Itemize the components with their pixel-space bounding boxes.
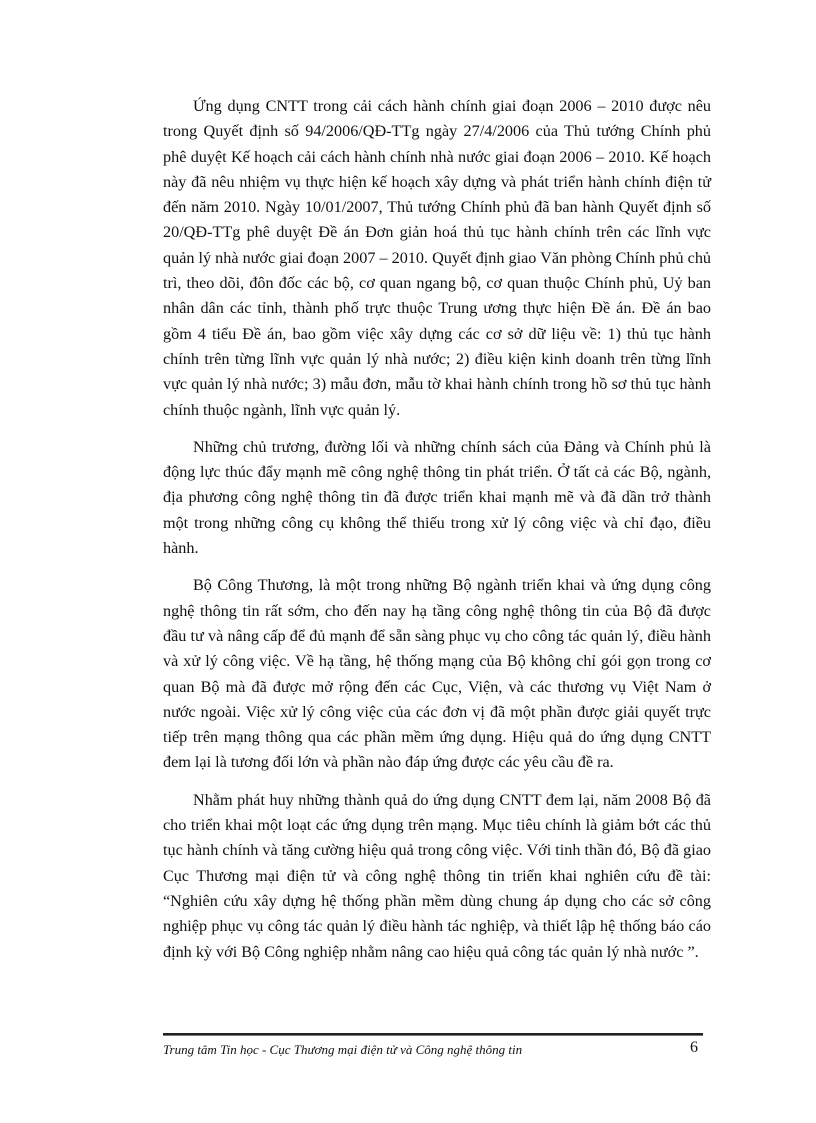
footer-divider	[163, 1033, 703, 1035]
document-body	[163, 94, 711, 977]
paragraph-4: Nhằm phát huy những thành quả do ứng dụng CNTT đem lại, năm 2008 Bộ đã cho triển khai một loạt các ứng dụng trên mạng. Mục tiêu chính là giảm bớt các thủ tục hành chính và tăng cường hiệu quả trong công việc. Với tinh thần đó, Bộ đã giao Cục Thương mại điện tử và công nghệ thông tin triển khai nghiên cứu đề tài: “Nghiên cứu xây dựng hệ thống phần mềm dùng chung áp dụng cho các sở công nghiệp phục vụ công tác quản lý điều hành tác nghiệp, và thiết lập hệ thống báo cáo định kỳ với Bộ Công nghiệp nhằm nâng cao hiệu quả công tác quản lý nhà nước ”.	[163, 790, 711, 961]
paragraph-3: Bộ Công Thương, là một trong những Bộ ngành triển khai và ứng dụng công nghệ thông tin rất sớm, cho đến nay hạ tầng công nghệ thông tin của Bộ đã được đầu tư và nâng cấp để đủ mạnh để sẵn sàng phục vụ cho công tác quản lý, điều hành và xử lý công việc. Về hạ tầng, hệ thống mạng của Bộ không chỉ gói gọn trong cơ quan Bộ mà đã được mở rộng đến các Cục, Viện, và các thương vụ Việt Nam ở nước ngoài. Việc xử lý công việc của các đơn vị đã một phần được giải quyết trực tiếp trên mạng thông qua các phần mềm ứng dụng. Hiệu quả do ứng dụng CNTT đem lại là tương đối lớn và phần nào đáp ứng được các yêu cầu đề ra.	[163, 576, 711, 772]
paragraph-1: Ứng dụng CNTT trong cải cách hành chính giai đoạn 2006 – 2010 được nêu trong Quyết định số 94/2006/QĐ-TTg ngày 27/4/2006 của Thủ tướng Chính phủ phê duyệt Kế hoạch cải cách hành chính nhà nước giai đoạn 2006 – 2010. Kế hoạch này đã nêu nhiệm vụ thực hiện kế hoạch xây dựng và phát triển hành chính điện tử đến năm 2010. Ngày 10/01/2007, Thủ tướng Chính phủ đã ban hành Quyết định số 20/QĐ-TTg phê duyệt Đề án Đơn giản hoá thủ tục hành chính trên các lĩnh vực quản lý nhà nước giai đoạn 2007 – 2010. Quyết định giao Văn phòng Chính phủ chủ trì, theo dõi, đôn đốc các bộ, cơ quan ngang bộ, cơ quan thuộc Chính phủ, Uỷ ban nhân dân các tỉnh, thành phố trực thuộc Trung ương thực hiện Đề án. Đề án bao gồm 4 tiểu Đề án, bao gồm việc xây dựng các cơ sở dữ liệu về: 1) thủ tục hành chính trên từng lĩnh vực quản lý nhà nước; 2) điều kiện kinh doanh trên từng lĩnh vực quản lý nhà nước; 3) mẫu đơn, mẫu tờ khai hành chính trong hồ sơ thủ tục hành chính thuộc ngành, lĩnh vực quản lý.	[163, 97, 712, 419]
page-number: 6	[690, 1039, 698, 1056]
footer-organization: Trung tâm Tin học - Cục Thương mại điện tử và Công nghệ thông tin	[163, 1042, 523, 1057]
paragraph-2: Những chủ trương, đường lối và những chính sách của Đảng và Chính phủ là động lực thúc đẩy mạnh mẽ công nghệ thông tin phát triển. Ở tất cả các Bộ, ngành, địa phương công nghệ thông tin đã được triển khai mạnh mẽ và đã dần trở thành một trong những công cụ không thể thiếu trong xử lý công việc và chỉ đạo, điều hành.	[163, 437, 711, 558]
